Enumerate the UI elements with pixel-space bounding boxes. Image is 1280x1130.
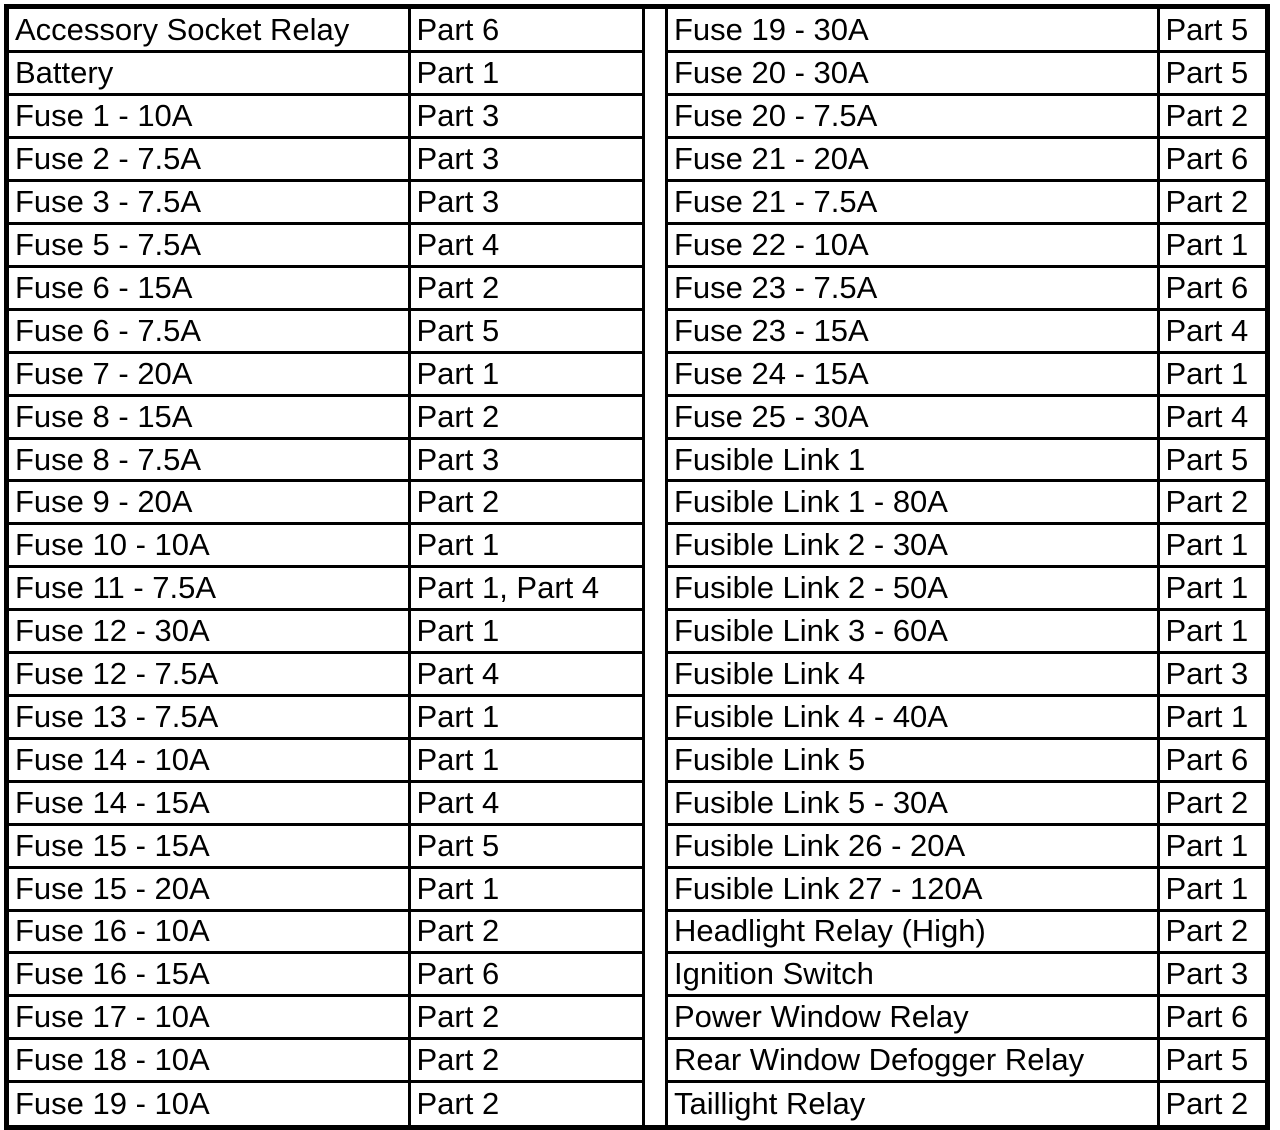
- component-name-cell: Fuse 13 - 7.5A: [9, 696, 409, 739]
- table-row: [668, 52, 1265, 95]
- table-row: [9, 224, 642, 267]
- table-row: [9, 653, 642, 696]
- component-name-cell: Fuse 23 - 7.5A: [668, 266, 1158, 309]
- component-name-cell: Fuse 25 - 30A: [668, 395, 1158, 438]
- component-name-cell: Ignition Switch: [668, 953, 1158, 996]
- part-reference-cell: Part 1: [409, 867, 642, 910]
- part-reference-cell: Part 3: [409, 95, 642, 138]
- part-reference-cell: Part 3: [409, 181, 642, 224]
- table-row: [668, 1039, 1265, 1082]
- table-row: [668, 95, 1265, 138]
- component-name-cell: Fuse 2 - 7.5A: [9, 138, 409, 181]
- part-reference-cell: Part 2: [409, 1082, 642, 1125]
- part-reference-cell: Part 4: [1158, 309, 1265, 352]
- component-name-cell: Fuse 14 - 15A: [9, 781, 409, 824]
- table-row: [668, 352, 1265, 395]
- table-row: [9, 867, 642, 910]
- left-index-body: [9, 9, 642, 1125]
- component-name-cell: Fuse 12 - 7.5A: [9, 653, 409, 696]
- table-row: [668, 953, 1265, 996]
- part-reference-cell: Part 1: [1158, 696, 1265, 739]
- table-row: [668, 481, 1265, 524]
- left-index-table: [9, 9, 642, 1125]
- component-name-cell: Fuse 14 - 10A: [9, 738, 409, 781]
- component-name-cell: Fuse 24 - 15A: [668, 352, 1158, 395]
- component-name-cell: Fuse 12 - 30A: [9, 610, 409, 653]
- table-row: [9, 738, 642, 781]
- table-row: [9, 309, 642, 352]
- component-name-cell: Fuse 6 - 7.5A: [9, 309, 409, 352]
- table-row: [9, 910, 642, 953]
- table-row: [9, 610, 642, 653]
- table-row: [668, 653, 1265, 696]
- column-separator: [642, 9, 668, 1125]
- table-row: [668, 610, 1265, 653]
- part-reference-cell: Part 2: [1158, 481, 1265, 524]
- part-reference-cell: Part 1: [1158, 524, 1265, 567]
- part-reference-cell: Part 2: [409, 481, 642, 524]
- table-row: [9, 395, 642, 438]
- table-row: [668, 181, 1265, 224]
- part-reference-cell: Part 1: [409, 524, 642, 567]
- table-row: [9, 52, 642, 95]
- table-row: [9, 481, 642, 524]
- part-reference-cell: Part 5: [409, 309, 642, 352]
- table-row: [9, 95, 642, 138]
- part-reference-cell: Part 5: [1158, 9, 1265, 52]
- table-row: [668, 867, 1265, 910]
- table-row: [668, 996, 1265, 1039]
- table-row: [668, 910, 1265, 953]
- part-reference-cell: Part 4: [409, 653, 642, 696]
- component-name-cell: Fusible Link 1 - 80A: [668, 481, 1158, 524]
- part-reference-cell: Part 2: [409, 996, 642, 1039]
- part-reference-cell: Part 1: [1158, 610, 1265, 653]
- component-name-cell: Power Window Relay: [668, 996, 1158, 1039]
- part-reference-cell: Part 4: [409, 224, 642, 267]
- component-name-cell: Fuse 23 - 15A: [668, 309, 1158, 352]
- part-reference-cell: Part 1: [409, 352, 642, 395]
- component-name-cell: Fuse 20 - 7.5A: [668, 95, 1158, 138]
- part-reference-cell: Part 6: [1158, 266, 1265, 309]
- component-name-cell: Fuse 18 - 10A: [9, 1039, 409, 1082]
- part-reference-cell: Part 6: [1158, 738, 1265, 781]
- table-row: [668, 438, 1265, 481]
- component-name-cell: Fusible Link 3 - 60A: [668, 610, 1158, 653]
- table-row: [9, 266, 642, 309]
- part-reference-cell: Part 6: [1158, 996, 1265, 1039]
- component-name-cell: Fuse 15 - 20A: [9, 867, 409, 910]
- component-name-cell: Fuse 17 - 10A: [9, 996, 409, 1039]
- table-row: [668, 309, 1265, 352]
- part-reference-cell: Part 5: [409, 824, 642, 867]
- table-row: [668, 738, 1265, 781]
- table-row: [9, 824, 642, 867]
- part-reference-cell: Part 1, Part 4: [409, 567, 642, 610]
- part-reference-cell: Part 2: [1158, 910, 1265, 953]
- component-name-cell: Fusible Link 5: [668, 738, 1158, 781]
- component-name-cell: Fuse 21 - 20A: [668, 138, 1158, 181]
- part-reference-cell: Part 3: [1158, 653, 1265, 696]
- component-name-cell: Fuse 8 - 7.5A: [9, 438, 409, 481]
- table-row: [9, 696, 642, 739]
- right-index-body: [668, 9, 1265, 1125]
- part-reference-cell: Part 2: [409, 266, 642, 309]
- part-reference-cell: Part 6: [409, 953, 642, 996]
- component-name-cell: Fusible Link 4 - 40A: [668, 696, 1158, 739]
- part-reference-cell: Part 1: [409, 696, 642, 739]
- part-reference-cell: Part 1: [1158, 867, 1265, 910]
- part-reference-cell: Part 2: [1158, 181, 1265, 224]
- component-name-cell: Fuse 16 - 10A: [9, 910, 409, 953]
- part-reference-cell: Part 1: [1158, 567, 1265, 610]
- table-row: [668, 524, 1265, 567]
- component-name-cell: Fusible Link 5 - 30A: [668, 781, 1158, 824]
- part-reference-cell: Part 1: [1158, 824, 1265, 867]
- table-row: [668, 266, 1265, 309]
- table-row: [668, 395, 1265, 438]
- part-reference-cell: Part 2: [1158, 781, 1265, 824]
- table-row: [668, 567, 1265, 610]
- part-reference-cell: Part 6: [409, 9, 642, 52]
- table-row: [9, 9, 642, 52]
- table-row: [668, 224, 1265, 267]
- part-reference-cell: Part 2: [1158, 1082, 1265, 1125]
- component-name-cell: Fuse 5 - 7.5A: [9, 224, 409, 267]
- part-reference-cell: Part 1: [1158, 224, 1265, 267]
- component-name-cell: Fuse 11 - 7.5A: [9, 567, 409, 610]
- part-reference-cell: Part 1: [409, 610, 642, 653]
- table-row: [668, 9, 1265, 52]
- part-reference-cell: Part 2: [409, 910, 642, 953]
- component-name-cell: Fuse 6 - 15A: [9, 266, 409, 309]
- component-name-cell: Fuse 9 - 20A: [9, 481, 409, 524]
- table-row: [9, 1039, 642, 1082]
- component-name-cell: Taillight Relay: [668, 1082, 1158, 1125]
- part-reference-cell: Part 1: [409, 52, 642, 95]
- component-name-cell: Fuse 16 - 15A: [9, 953, 409, 996]
- table-row: [9, 352, 642, 395]
- table-row: [9, 181, 642, 224]
- part-reference-cell: Part 5: [1158, 1039, 1265, 1082]
- component-name-cell: Fuse 3 - 7.5A: [9, 181, 409, 224]
- part-reference-cell: Part 1: [409, 738, 642, 781]
- component-name-cell: Fusible Link 27 - 120A: [668, 867, 1158, 910]
- part-reference-cell: Part 5: [1158, 52, 1265, 95]
- part-reference-cell: Part 3: [1158, 953, 1265, 996]
- component-name-cell: Fuse 15 - 15A: [9, 824, 409, 867]
- part-reference-cell: Part 2: [409, 395, 642, 438]
- component-name-cell: Fuse 21 - 7.5A: [668, 181, 1158, 224]
- table-row: [9, 567, 642, 610]
- component-name-cell: Fuse 10 - 10A: [9, 524, 409, 567]
- table-row: [9, 524, 642, 567]
- table-row: [9, 781, 642, 824]
- part-reference-cell: Part 4: [409, 781, 642, 824]
- part-reference-cell: Part 3: [409, 438, 642, 481]
- component-name-cell: Fuse 19 - 30A: [674, 11, 869, 47]
- component-name-cell: Accessory Socket Relay: [15, 11, 350, 47]
- table-row: [9, 138, 642, 181]
- table-row: [9, 1082, 642, 1125]
- part-reference-cell: Part 6: [1158, 138, 1265, 181]
- part-reference-cell: Part 2: [1158, 95, 1265, 138]
- part-reference-cell: Part 1: [1158, 352, 1265, 395]
- part-reference-cell: Part 4: [1158, 395, 1265, 438]
- table-row: [668, 138, 1265, 181]
- right-index-table: [668, 9, 1265, 1125]
- component-name-cell: Fuse 20 - 30A: [668, 52, 1158, 95]
- table-row: [668, 781, 1265, 824]
- component-name-cell: Battery: [9, 52, 409, 95]
- table-row: [9, 438, 642, 481]
- component-name-cell: Fusible Link 2 - 30A: [668, 524, 1158, 567]
- component-name-cell: Fusible Link 1: [668, 438, 1158, 481]
- table-row: [9, 953, 642, 996]
- part-reference-cell: Part 5: [1158, 438, 1265, 481]
- table-row: [668, 696, 1265, 739]
- component-name-cell: Fuse 19 - 10A: [9, 1082, 409, 1125]
- component-name-cell: Fuse 22 - 10A: [668, 224, 1158, 267]
- component-name-cell: Headlight Relay (High): [668, 910, 1158, 953]
- part-reference-cell: Part 2: [409, 1039, 642, 1082]
- component-name-cell: Fuse 7 - 20A: [9, 352, 409, 395]
- component-index-frame: [4, 4, 1270, 1130]
- table-row: [668, 824, 1265, 867]
- component-name-cell: Fuse 1 - 10A: [9, 95, 409, 138]
- component-name-cell: Fuse 8 - 15A: [9, 395, 409, 438]
- component-name-cell: Fusible Link 26 - 20A: [668, 824, 1158, 867]
- component-name-cell: Fusible Link 2 - 50A: [668, 567, 1158, 610]
- part-reference-cell: Part 3: [409, 138, 642, 181]
- component-name-cell: Rear Window Defogger Relay: [668, 1039, 1158, 1082]
- table-row: [668, 1082, 1265, 1125]
- table-row: [9, 996, 642, 1039]
- component-name-cell: Fusible Link 4: [668, 653, 1158, 696]
